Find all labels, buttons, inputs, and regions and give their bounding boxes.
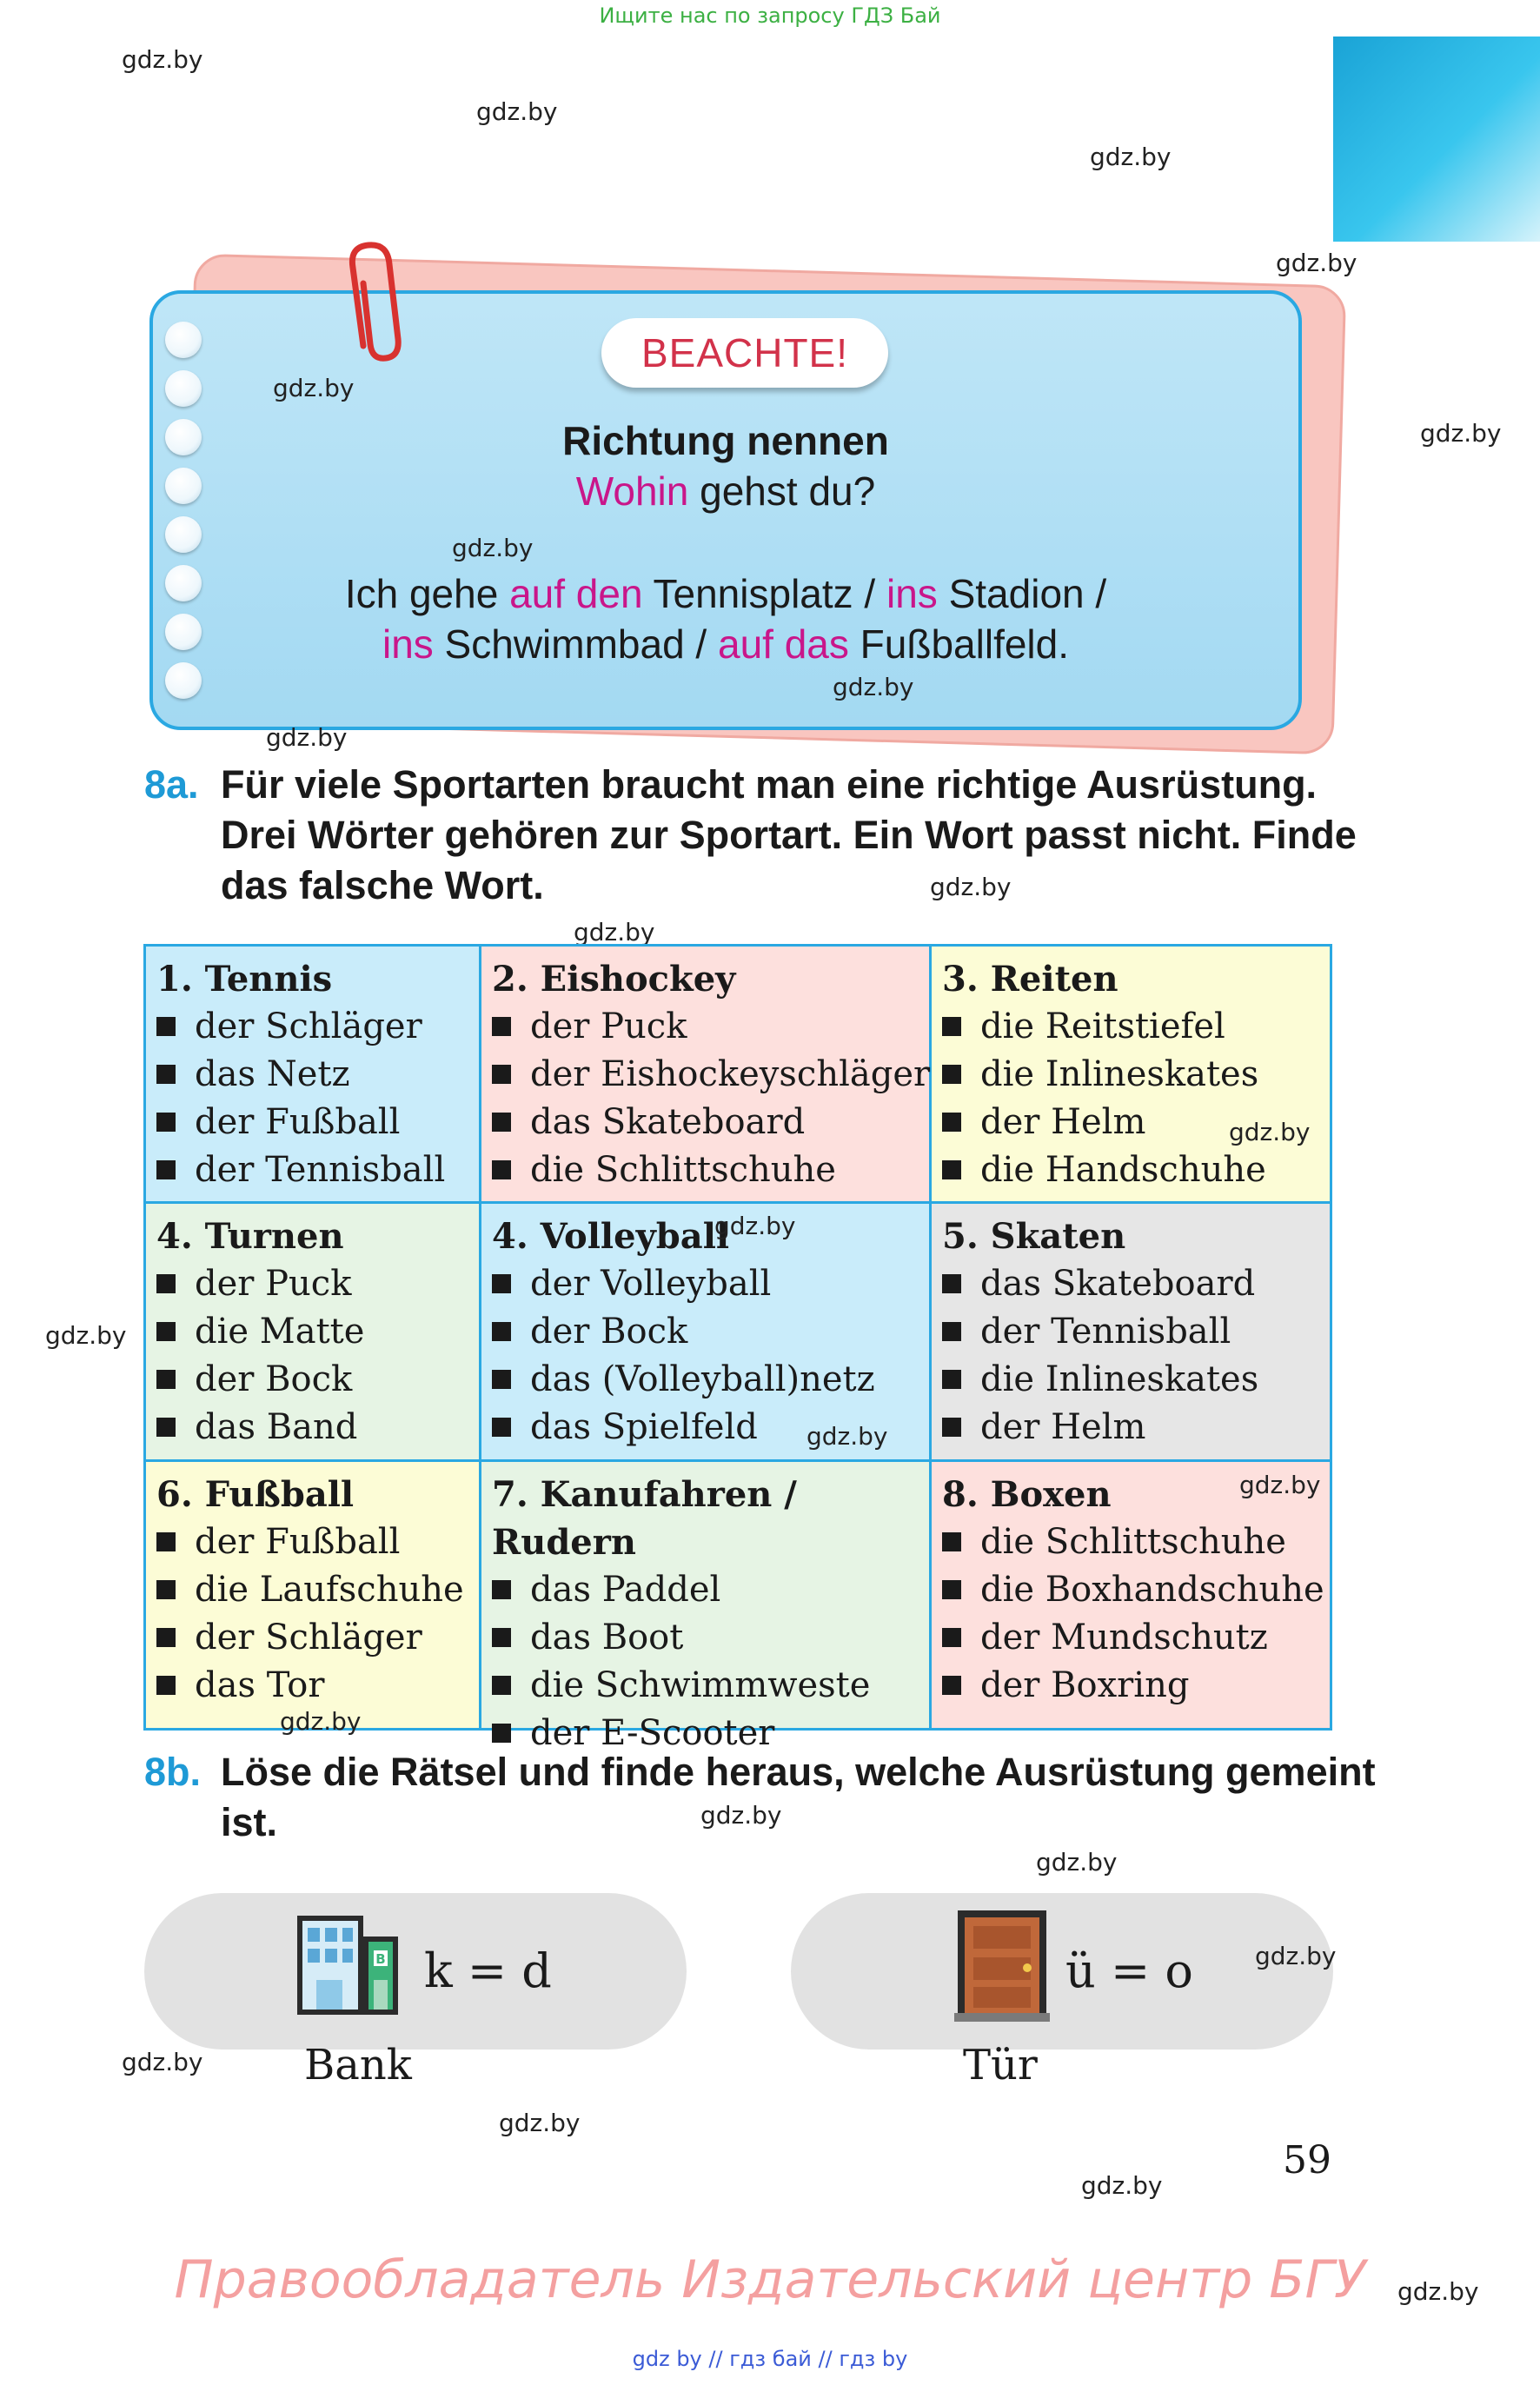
binder-ring-icon (165, 370, 202, 407)
watermark: gdz.by (1420, 419, 1502, 448)
bullet-square-icon (492, 1724, 511, 1743)
list-item (942, 1260, 1330, 1308)
beachte-badge: BEACHTE! (601, 318, 888, 388)
equipment-word[interactable]: der Helm (980, 1407, 1146, 1447)
bullet-square-icon (156, 1322, 176, 1341)
bullet-square-icon (156, 1160, 176, 1179)
equipment-word[interactable]: das Netz (195, 1054, 350, 1094)
bullet-square-icon (156, 1113, 176, 1132)
table-cell (481, 1462, 932, 1753)
watermark: gdz.by (714, 1212, 796, 1240)
rule-example-line-2 (149, 621, 1302, 668)
rule-text: Schwimmbad / (433, 621, 718, 667)
equipment-word[interactable]: der Schläger (195, 1006, 422, 1046)
rule-question (149, 468, 1302, 515)
list-item (492, 1260, 929, 1308)
list-item (492, 1614, 929, 1662)
list-item (156, 1003, 479, 1051)
bullet-square-icon (492, 1676, 511, 1695)
list-item (942, 1566, 1330, 1614)
bullet-square-icon (156, 1370, 176, 1389)
equipment-word[interactable]: die Laufschuhe (195, 1570, 464, 1610)
list-item (492, 1662, 929, 1710)
watermark: gdz.by (1090, 143, 1172, 171)
task-number: 8a. (144, 762, 199, 807)
watermark: gdz.by (122, 2048, 203, 2076)
bullet-square-icon (492, 1580, 511, 1599)
equipment-word[interactable]: die Inlineskates (980, 1054, 1259, 1094)
bullet-square-icon (156, 1676, 176, 1695)
list-item (156, 1404, 479, 1452)
copyright-notice: Правообладатель Издательский центр БГУ (174, 2249, 1366, 2310)
bullet-square-icon (942, 1676, 961, 1695)
bullet-square-icon (492, 1370, 511, 1389)
equipment-word[interactable]: der Tennisball (980, 1312, 1231, 1352)
list-item (942, 1614, 1330, 1662)
bullet-square-icon (942, 1322, 961, 1341)
list-item (156, 1356, 479, 1404)
bullet-square-icon (942, 1418, 961, 1437)
rule-highlight: ins (886, 571, 938, 616)
bullet-square-icon (492, 1065, 511, 1084)
sport-title: 4. Volleyball (492, 1216, 730, 1257)
list-item (942, 1518, 1330, 1566)
riddle-word: Bank (304, 2041, 412, 2089)
bullet-square-icon (942, 1017, 961, 1036)
sport-title: 1. Tennis (156, 959, 333, 1000)
task-line: Für viele Sportarten braucht man eine richtige Ausrüstung. (221, 762, 1318, 807)
equipment-word[interactable]: der Fußball (195, 1102, 401, 1142)
binder-ring-icon (165, 322, 202, 358)
equipment-word[interactable]: der Boxring (980, 1665, 1190, 1705)
bullet-square-icon (942, 1113, 961, 1132)
task-line: ist. (221, 1800, 278, 1844)
task-line: Drei Wörter gehören zur Sportart. Ein Wort passt nicht. Finde (221, 813, 1357, 857)
list-item (492, 1099, 929, 1146)
riddle-card-bank (144, 1893, 687, 2050)
list-item (492, 1146, 929, 1194)
list-item (492, 1308, 929, 1356)
equipment-word[interactable]: der Tennisball (195, 1150, 446, 1190)
sport-title: 4. Turnen (156, 1216, 344, 1257)
binder-ring-icon (165, 662, 202, 699)
paperclip-icon (344, 242, 407, 363)
list-item (156, 1518, 479, 1566)
rule-highlight: ins (382, 621, 434, 667)
list-item (156, 1662, 479, 1710)
watermark: gdz.by (452, 534, 534, 562)
task-line: das falsche Wort. (221, 863, 544, 907)
task-number: 8b. (144, 1750, 202, 1794)
equipment-word[interactable]: das Boot (530, 1618, 684, 1658)
sport-title: 8. Boxen (942, 1474, 1112, 1515)
watermark: gdz.by (280, 1707, 362, 1736)
rule-question-highlight: Wohin (575, 468, 689, 514)
list-item (942, 1356, 1330, 1404)
watermark: gdz.by (499, 2109, 581, 2137)
bullet-square-icon (942, 1160, 961, 1179)
riddle-word: Tür (963, 2041, 1038, 2089)
equipment-word[interactable]: die Schlittschuhe (980, 1522, 1286, 1562)
page-number: 59 (1283, 2138, 1331, 2182)
equipment-word[interactable]: der Puck (195, 1264, 352, 1304)
rule-text: Stadion / (937, 571, 1107, 616)
watermark: gdz.by (1239, 1471, 1321, 1499)
equipment-word[interactable]: das Tor (195, 1665, 325, 1705)
sport-title: 6. Fußball (156, 1474, 355, 1515)
watermark: gdz.by (1036, 1848, 1118, 1877)
bullet-square-icon (492, 1274, 511, 1293)
list-item (492, 1356, 929, 1404)
list-item (156, 1146, 479, 1194)
equipment-word[interactable]: der Bock (530, 1312, 688, 1352)
watermark: gdz.by (574, 918, 655, 947)
table-cell (146, 947, 481, 1204)
task-line: Löse die Rätsel und finde heraus, welche Ausrüstung gemeint (221, 1750, 1376, 1794)
bullet-square-icon (942, 1580, 961, 1599)
watermark: gdz.by (122, 45, 203, 74)
svg-text:B: B (375, 1951, 386, 1967)
binder-ring-icon (165, 516, 202, 553)
list-item (156, 1099, 479, 1146)
riddle-equation: k = d (424, 1943, 552, 1998)
rule-title: Richtung nennen (562, 418, 889, 463)
bullet-square-icon (156, 1580, 176, 1599)
bullet-square-icon (942, 1628, 961, 1647)
door-icon (954, 1909, 1050, 2023)
rule-example-line-1 (149, 570, 1302, 617)
table-cell (146, 1462, 481, 1728)
watermark: gdz.by (930, 873, 1012, 901)
table-cell (932, 947, 1330, 1204)
bullet-square-icon (156, 1628, 176, 1647)
watermark: gdz.by (476, 97, 558, 126)
bullet-square-icon (942, 1065, 961, 1084)
watermark: gdz.by (45, 1321, 127, 1350)
equipment-word[interactable]: das Skateboard (980, 1264, 1256, 1304)
list-item (492, 1003, 929, 1051)
equipment-word[interactable]: die Handschuhe (980, 1150, 1266, 1190)
riddle-equation: ü = o (1065, 1943, 1193, 1998)
list-item (942, 1404, 1330, 1452)
list-item (942, 1003, 1330, 1051)
list-item (156, 1260, 479, 1308)
list-item (492, 1051, 929, 1099)
bullet-square-icon (492, 1017, 511, 1036)
list-item (942, 1308, 1330, 1356)
watermark: gdz.by (833, 673, 914, 701)
rule-question-text: gehst du? (688, 468, 876, 514)
watermark: gdz.by (1276, 249, 1357, 277)
bullet-square-icon (156, 1274, 176, 1293)
rule-text: Tennisplatz / (642, 571, 886, 616)
bullet-square-icon (492, 1628, 511, 1647)
bank-building-icon (294, 1910, 402, 2018)
bottom-links: gdz by // гдз бай // гдз by (632, 2347, 908, 2371)
equipment-word[interactable]: der Schläger (195, 1618, 422, 1658)
equipment-word[interactable]: der Bock (195, 1359, 353, 1399)
corner-tab-decoration (1333, 37, 1540, 242)
equipment-word[interactable]: der Helm (980, 1102, 1146, 1142)
watermark: gdz.by (1081, 2171, 1163, 2200)
list-item (942, 1146, 1330, 1194)
top-search-note: Ищите нас по запросу ГДЗ Бай (599, 3, 941, 28)
equipment-word[interactable]: das Band (195, 1407, 358, 1447)
rule-text: Ich gehe (344, 571, 510, 616)
table-cell (146, 1204, 481, 1462)
equipment-table (143, 944, 1332, 1753)
equipment-word[interactable]: der E-Scooter (530, 1713, 775, 1753)
sport-title: 3. Reiten (942, 959, 1118, 1000)
task-8a (144, 760, 1396, 911)
bullet-square-icon (156, 1418, 176, 1437)
equipment-word[interactable]: der Fußball (195, 1522, 401, 1562)
bullet-square-icon (492, 1113, 511, 1132)
task-8b (144, 1747, 1396, 1848)
rule-highlight: auf das (718, 621, 849, 667)
watermark: gdz.by (700, 1801, 782, 1830)
watermark: gdz.by (1229, 1118, 1311, 1146)
list-item (156, 1614, 479, 1662)
sport-title: 5. Skaten (942, 1216, 1126, 1257)
equipment-word[interactable]: die Schwimmweste (530, 1665, 871, 1705)
bullet-square-icon (492, 1160, 511, 1179)
equipment-word[interactable]: der Volleyball (530, 1264, 772, 1304)
bullet-square-icon (156, 1017, 176, 1036)
bullet-square-icon (942, 1532, 961, 1551)
equipment-word[interactable]: die Schlittschuhe (530, 1150, 836, 1190)
watermark: gdz.by (1255, 1942, 1337, 1970)
table-cell (481, 947, 932, 1204)
sport-title: 2. Eishockey (492, 959, 736, 1000)
equipment-word[interactable]: die Reitstiefel (980, 1006, 1225, 1046)
equipment-word[interactable]: der Mundschutz (980, 1618, 1268, 1658)
equipment-word[interactable]: das Skateboard (530, 1102, 806, 1142)
list-item (156, 1051, 479, 1099)
list-item (156, 1308, 479, 1356)
equipment-word[interactable]: das Paddel (530, 1570, 721, 1610)
list-item (492, 1566, 929, 1614)
equipment-word[interactable]: das (Volleyball)netz (530, 1359, 875, 1399)
bullet-square-icon (492, 1322, 511, 1341)
riddle-card-door (791, 1893, 1333, 2050)
watermark: gdz.by (273, 374, 355, 402)
equipment-word[interactable]: die Inlineskates (980, 1359, 1259, 1399)
watermark: gdz.by (807, 1422, 888, 1451)
table-cell (932, 1204, 1330, 1462)
equipment-word[interactable]: die Boxhandschuhe (980, 1570, 1324, 1610)
equipment-word[interactable]: der Eishockeyschläger (530, 1054, 931, 1094)
bullet-square-icon (156, 1065, 176, 1084)
equipment-word[interactable]: der Puck (530, 1006, 687, 1046)
bullet-square-icon (942, 1274, 961, 1293)
list-item (942, 1662, 1330, 1710)
watermark: gdz.by (1397, 2277, 1479, 2306)
sport-title: 7. Kanufahren / Rudern (492, 1474, 797, 1563)
table-cell (932, 1462, 1330, 1728)
bullet-square-icon (942, 1370, 961, 1389)
watermark: gdz.by (266, 723, 348, 752)
equipment-word[interactable]: die Matte (195, 1312, 365, 1352)
bullet-square-icon (156, 1532, 176, 1551)
rule-highlight: auf den (509, 571, 643, 616)
list-item (156, 1566, 479, 1614)
equipment-word[interactable]: das Spielfeld (530, 1407, 758, 1447)
bullet-square-icon (492, 1418, 511, 1437)
rule-text: Fußballfeld. (848, 621, 1070, 667)
list-item (942, 1051, 1330, 1099)
